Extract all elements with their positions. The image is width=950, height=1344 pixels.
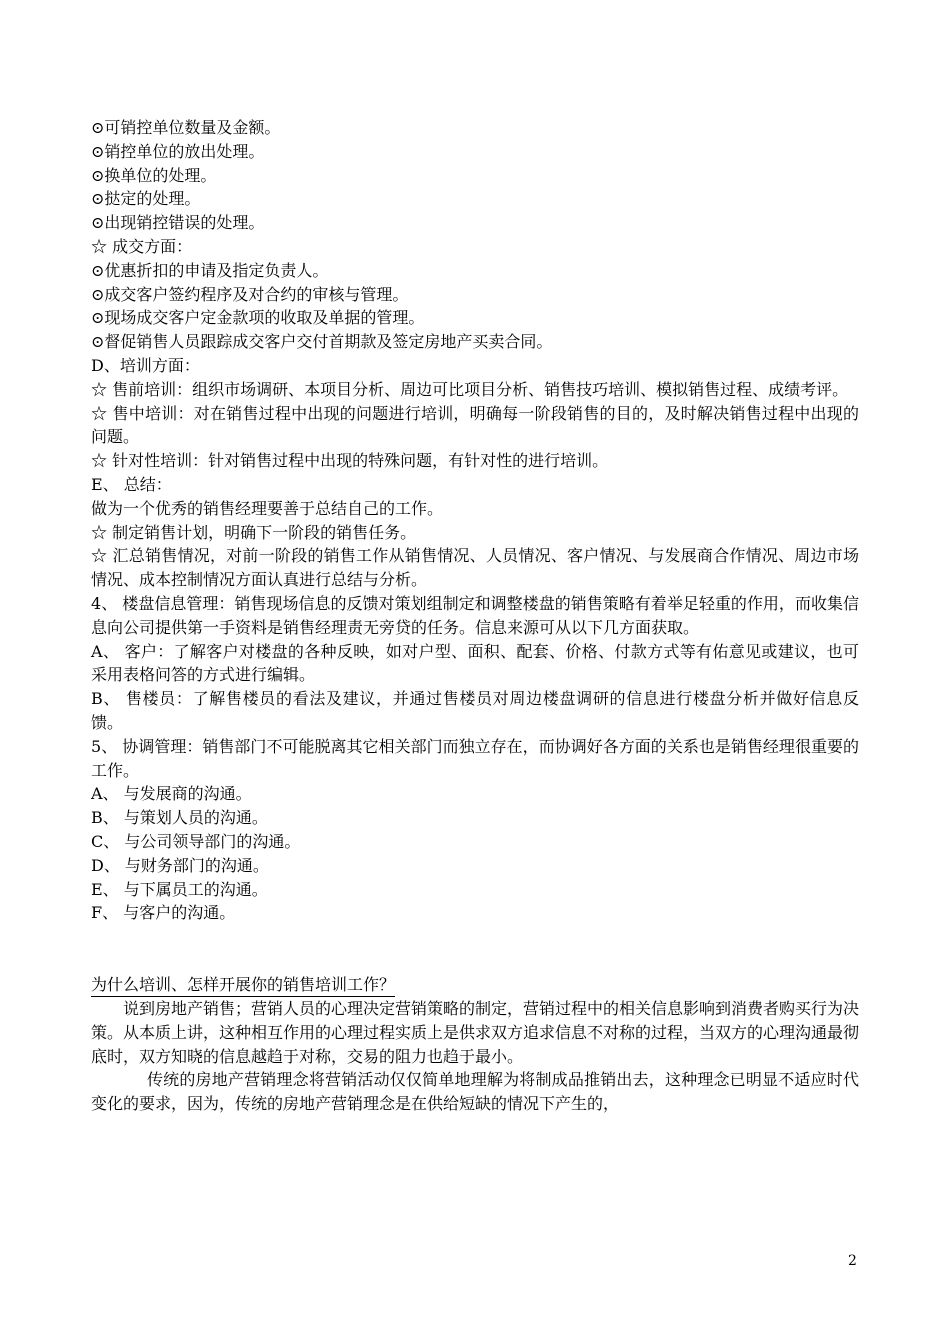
subheading-deal: ☆ 成交方面：: [91, 236, 193, 256]
text-line: B、 与策划人员的沟通。: [91, 808, 268, 828]
subheading-summary: E、 总结：: [91, 474, 172, 494]
text-line: ⊙出现销控错误的处理。: [91, 213, 265, 233]
section-title: 为什么培训、怎样开展你的销售培训工作？: [91, 974, 395, 997]
text-line: D、 与财务部门的沟通。: [91, 855, 269, 875]
text-line: ⊙销控单位的放出处理。: [91, 141, 265, 161]
text-line: A、 客户：了解客户对楼盘的各种反映，如对户型、面积、配套、价格、付款方式等有佑意见或建议，也可采用表格问答的方式进行编辑。: [91, 641, 859, 685]
text-line: 4、 楼盘信息管理：销售现场信息的反馈对策划组制定和调整楼盘的销售策略有着举足轻重的作用，而收集信息向公司提供第一手资料是销售经理责无旁贷的任务。信息来源可从以下几方面获取。: [91, 593, 859, 637]
text-line: 5、 协调管理：销售部门不可能脱离其它相关部门而独立存在，而协调好各方面的关系也是销售经理很重要的工作。: [91, 736, 859, 780]
text-line: B、 售楼员：了解售楼员的看法及建议，并通过售楼员对周边楼盘调研的信息进行楼盘分析并做好信息反馈。: [91, 689, 859, 732]
paragraph: 传统的房地产营销理念将营销活动仅仅简单地理解为将制成品推销出去，这种理念已明显不适应时代变化的要求，因为，传统的房地产营销理念是在供给短缺的情况下产生的，: [91, 1070, 859, 1114]
text-line: ☆ 制定销售计划，明确下一阶段的销售任务。: [91, 522, 417, 542]
page-number: 2: [848, 1253, 857, 1269]
text-line: ⊙成交客户签约程序及对合约的审核与管理。: [91, 284, 409, 304]
text-line: ⊙换单位的处理。: [91, 165, 217, 185]
text-line: ⊙可销控单位数量及金额。: [91, 118, 281, 137]
text-line: ☆ 针对性培训：针对销售过程中出现的特殊问题，有针对性的进行培训。: [91, 451, 609, 471]
subheading-training: D、培训方面：: [91, 355, 200, 375]
page-content: [91, 116, 859, 1116]
text-line: ☆ 售中培训：对在销售过程中出现的问题进行培训，明确每一阶段销售的目的，及时解决销售过程中出现的问题。: [91, 403, 859, 447]
text-line: F、 与客户的沟通。: [91, 903, 236, 923]
text-line: ⊙挞定的处理。: [91, 189, 201, 209]
text-line: 做为一个优秀的销售经理要善于总结自己的工作。: [91, 498, 444, 518]
text-line: A、 与发展商的沟通。: [91, 784, 252, 804]
paragraph: 说到房地产销售；营销人员的心理决定营销策略的制定，营销过程中的相关信息影响到消费者购买行为决策。从本质上讲，这种相互作用的心理过程实质上是供求双方追求信息不对称的过程，当双方的心理沟通最彻底时，双方知晓的信息越趋于对称，交易的阻力也趋于最小。: [91, 999, 860, 1066]
text-line: ⊙优惠折扣的申请及指定负责人。: [91, 260, 329, 280]
text-line: E、 与下属员工的沟通。: [91, 879, 268, 899]
text-line: ☆ 汇总销售情况，对前一阶段的销售工作从销售情况、人员情况、客户情况、与发展商合作情况、周边市场情况、成本控制情况方面认真进行总结与分析。: [91, 546, 859, 590]
text-line: ⊙现场成交客户定金款项的收取及单据的管理。: [91, 308, 425, 328]
text-line: ⊙督促销售人员跟踪成交客户交付首期款及签定房地产买卖合同。: [91, 332, 553, 352]
spacer: [91, 925, 859, 973]
text-line: ☆ 售前培训：组织市场调研、本项目分析、周边可比项目分析、销售技巧培训、模拟销售过程、成绩考评。: [91, 379, 849, 399]
text-line: C、 与公司领导部门的沟通。: [91, 831, 301, 851]
